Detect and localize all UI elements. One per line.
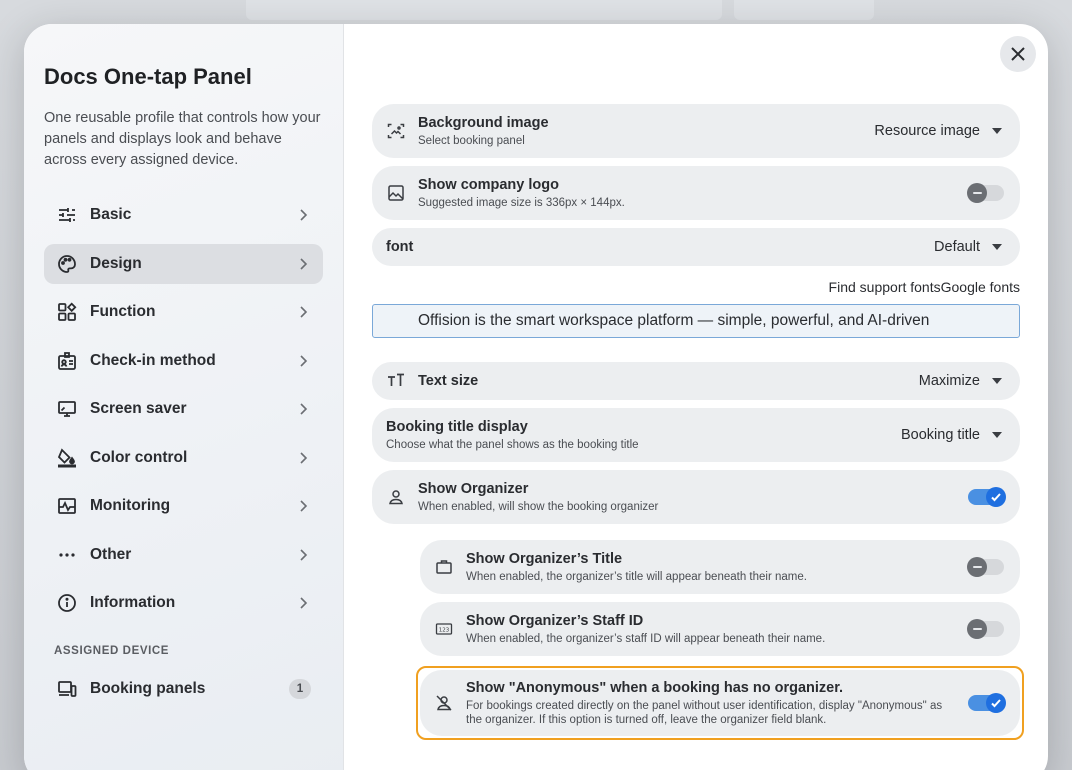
briefcase-icon xyxy=(434,557,454,577)
text-size-select[interactable] xyxy=(919,373,1006,389)
chevron-right-icon xyxy=(295,595,311,611)
panel-title: Docs One-tap Panel xyxy=(44,64,252,89)
sidebar-item-monitoring[interactable] xyxy=(44,486,323,526)
chevron-right-icon xyxy=(295,353,311,369)
setting-booking-title-display xyxy=(372,408,1020,462)
setting-title: Show company logo xyxy=(418,176,559,193)
count-badge: 1 xyxy=(289,679,311,699)
show-anonymous-toggle[interactable] xyxy=(968,695,1004,711)
setting-title: Booking title display xyxy=(386,418,528,435)
setting-background-image xyxy=(372,104,1020,158)
setting-organizer-staff-id xyxy=(420,602,1020,656)
close-icon xyxy=(1010,46,1026,62)
organizer-staff-id-toggle[interactable] xyxy=(968,621,1004,637)
setting-title: Show Organizer’s Title xyxy=(466,550,623,567)
setting-subtitle: When enabled, will show the booking organizer xyxy=(418,500,659,513)
sidebar-item-label: Information xyxy=(90,594,176,611)
setting-subtitle: Select booking panel xyxy=(418,134,525,147)
sidebar-item-color-control[interactable] xyxy=(44,438,323,478)
sidebar-item-label: Design xyxy=(90,254,142,272)
setting-subtitle: Choose what the panel shows as the booking title xyxy=(386,438,639,451)
chevron-right-icon xyxy=(295,207,311,223)
setting-subtitle: For bookings created directly on the panel without user identification, display "Anonymous" as the organizer. If this option is turned off, leave the organizer field blank. xyxy=(466,699,943,726)
sidebar-item-basic[interactable] xyxy=(44,195,323,235)
background-image-select[interactable] xyxy=(874,123,1006,139)
chevron-right-icon xyxy=(295,401,311,417)
select-value: Maximize xyxy=(918,373,980,389)
sidebar-item-label: Basic xyxy=(90,206,132,223)
widgets-icon xyxy=(56,301,78,323)
sidebar-item-label: Color control xyxy=(90,448,188,466)
caret-down-icon xyxy=(992,432,1002,438)
image-frame-icon xyxy=(386,121,406,141)
sidebar xyxy=(24,24,344,770)
settings-modal xyxy=(24,24,1048,770)
person-off-icon xyxy=(434,693,454,713)
check-icon xyxy=(990,697,1002,709)
chevron-right-icon xyxy=(295,256,311,272)
setting-subtitle: When enabled, the organizer’s title will appear beneath their name. xyxy=(466,570,807,583)
setting-title: font xyxy=(386,239,414,255)
google-fonts-link[interactable]: Google fonts xyxy=(940,279,1020,295)
close-button[interactable] xyxy=(1000,36,1036,72)
text-size-icon xyxy=(386,371,406,391)
id-number-icon xyxy=(434,619,454,639)
sidebar-item-label: Check-in method xyxy=(90,351,216,369)
info-icon xyxy=(56,592,78,614)
sidebar-item-label: Other xyxy=(90,545,132,563)
id-badge-icon xyxy=(56,350,78,372)
sidebar-item-screen-saver[interactable] xyxy=(44,389,323,429)
chevron-right-icon xyxy=(295,450,311,466)
sidebar-item-other[interactable] xyxy=(44,535,323,575)
select-value: Default xyxy=(934,239,980,255)
select-value: Resource image xyxy=(874,123,980,139)
font-preview: Offision is the smart workspace platform — simple, powerful, and AI-driven xyxy=(372,304,1020,338)
person-icon xyxy=(386,487,406,507)
setting-title: Background image xyxy=(418,114,549,131)
check-icon xyxy=(990,491,1002,503)
monitor-icon xyxy=(56,398,78,420)
setting-subtitle: When enabled, the organizer’s staff ID will appear beneath their name. xyxy=(466,632,826,645)
setting-title: Show Organizer xyxy=(418,480,529,497)
setting-show-anonymous xyxy=(420,670,1020,736)
booking-title-select[interactable] xyxy=(901,427,1006,443)
chevron-right-icon xyxy=(295,547,311,563)
design-settings xyxy=(344,24,1048,770)
svg-text:123: 123 xyxy=(438,627,450,634)
chevron-right-icon xyxy=(295,304,311,320)
more-dots-icon xyxy=(56,544,78,566)
organizer-title-toggle[interactable] xyxy=(968,559,1004,575)
sidebar-item-booking-panels[interactable] xyxy=(44,669,323,709)
font-links xyxy=(372,279,1020,295)
sidebar-item-label: Monitoring xyxy=(90,497,171,514)
sidebar-item-label: Function xyxy=(90,303,156,320)
setting-text-size xyxy=(372,362,1020,400)
backdrop-button xyxy=(734,0,874,20)
highlighted-setting xyxy=(416,666,1024,740)
caret-down-icon xyxy=(992,128,1002,134)
setting-font xyxy=(372,228,1020,266)
sidebar-item-label: Screen saver xyxy=(90,400,187,417)
setting-subtitle: Suggested image size is 336px × 144px. xyxy=(418,196,625,209)
paint-bucket-icon xyxy=(56,447,78,469)
caret-down-icon xyxy=(992,378,1002,384)
assigned-device-heading: ASSIGNED DEVICE xyxy=(54,645,170,657)
setting-title: Text size xyxy=(418,373,479,389)
palette-icon xyxy=(56,253,78,275)
font-select[interactable] xyxy=(934,239,1006,255)
sidebar-item-information[interactable] xyxy=(44,583,323,623)
setting-organizer-title xyxy=(420,540,1020,594)
show-organizer-toggle[interactable] xyxy=(968,489,1004,505)
caret-down-icon xyxy=(992,244,1002,250)
chevron-right-icon xyxy=(295,498,311,514)
sidebar-item-label: Booking panels xyxy=(90,680,206,697)
devices-icon xyxy=(56,678,78,700)
select-value: Booking title xyxy=(901,427,980,443)
backdrop-search-bar xyxy=(246,0,722,20)
company-logo-toggle[interactable] xyxy=(968,185,1004,201)
monitoring-icon xyxy=(56,495,78,517)
setting-company-logo xyxy=(372,166,1020,220)
find-support-fonts-link[interactable]: Find support fonts xyxy=(828,279,941,295)
setting-show-organizer xyxy=(372,470,1020,524)
panel-description: One reusable profile that controls how your panels and displays look and behave across every assigned device. xyxy=(44,110,321,168)
sliders-icon xyxy=(56,204,78,226)
sidebar-item-function[interactable] xyxy=(44,292,323,332)
setting-title: Show "Anonymous" when a booking has no organizer. xyxy=(466,679,844,696)
image-icon xyxy=(386,183,406,203)
sidebar-item-check-in-method[interactable] xyxy=(44,341,323,381)
sidebar-item-design[interactable] xyxy=(44,244,323,284)
setting-title: Show Organizer’s Staff ID xyxy=(466,612,644,629)
